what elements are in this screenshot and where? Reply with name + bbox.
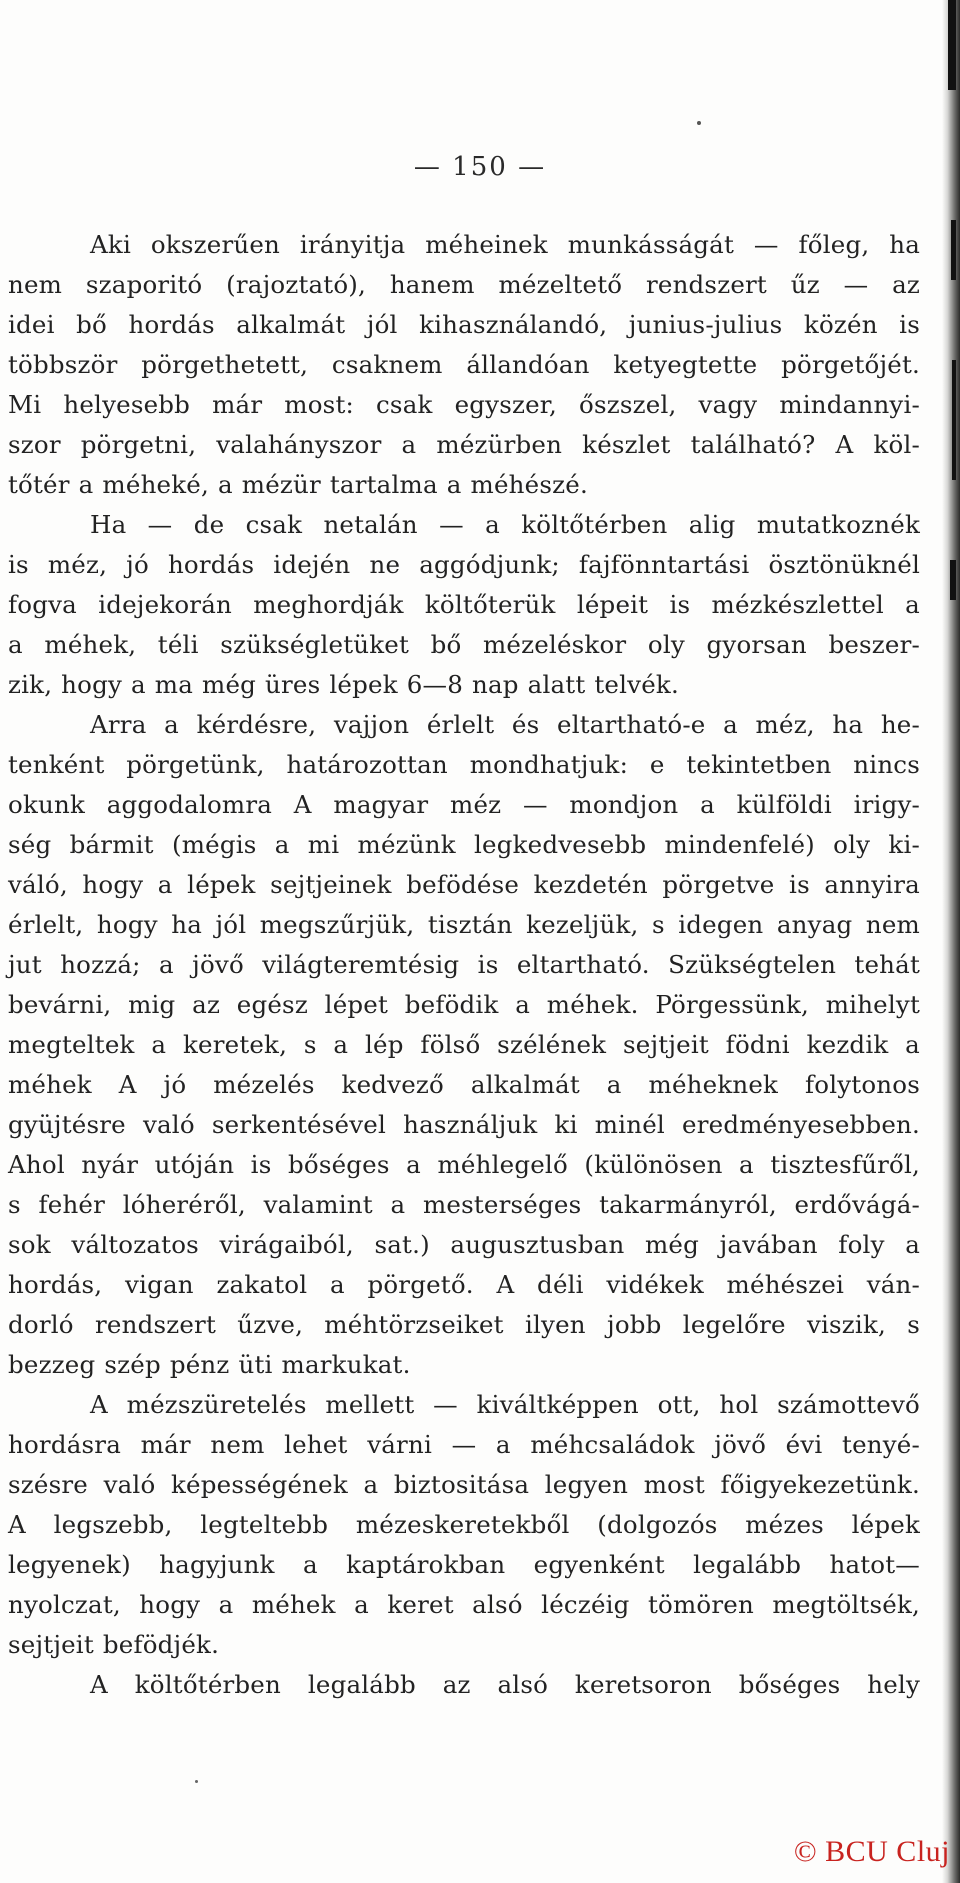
text-line: tenként pörgetünk, határozottan mondhatjuk: e tekintetben nincs: [8, 750, 920, 779]
text-line: fogva idejekorán meghordják költőterük lépeit is mézkészlettel a: [8, 590, 920, 619]
library-watermark: © BCU Cluj: [793, 1835, 950, 1868]
text-line: dorló rendszert űzve, méhtörzseiket ilyen jobb legelőre viszik, s: [8, 1310, 920, 1339]
text-line: A mézszüretelés mellett — kiváltképpen ott, hol számottevő: [90, 1390, 920, 1419]
speck: [195, 1780, 198, 1783]
text-line: méhek A jó mézelés kedvező alkalmát a méheknek folytonos: [8, 1070, 920, 1099]
text-line: a méhek, téli szükségletüket bő mézeléskor oly gyorsan beszer-: [8, 630, 920, 659]
edge-mark: [950, 560, 956, 600]
text-line: idei bő hordás alkalmát jól kihasználandó, junius-julius közén is: [8, 310, 920, 339]
text-line: jut hozzá; a jövő világteremtésig is eltartható. Szükségtelen tehát: [8, 950, 920, 979]
text-line: Aki okszerűen irányitja méheinek munkásságát — főleg, ha: [90, 230, 920, 259]
text-line: A költőtérben legalább az alsó keretsoron bőséges hely: [90, 1670, 920, 1699]
text-line: megteltek a keretek, s a lép fölső szélének sejtjeit födni kezdik a: [8, 1030, 920, 1059]
text-line: okunk aggodalomra A magyar méz — mondjon a külföldi irigy-: [8, 790, 920, 819]
text-line: Ahol nyár utóján is bőséges a méhlegelő (különösen a tisztesfűről,: [8, 1150, 920, 1179]
text-line: bezzeg szép pénz üti markukat.: [8, 1350, 411, 1379]
edge-mark: [951, 220, 956, 280]
text-line: szésre való képességének a biztositása legyen most főigyekezetünk.: [8, 1470, 920, 1499]
text-line: bevárni, mig az egész lépet befödik a méhek. Pörgessünk, mihelyt: [8, 990, 920, 1019]
text-line: is méz, jó hordás idején ne aggódjunk; fajfönntartási ösztönüknél: [8, 550, 920, 579]
text-line: hordás, vigan zakatol a pörgető. A déli vidékek méhészei ván-: [8, 1270, 920, 1299]
text-line: nem szaporitó (rajoztató), hanem mézeltető rendszert űz — az: [8, 270, 920, 299]
text-line: sok változatos virágaiból, sat.) augusztusban még javában foly a: [8, 1230, 920, 1259]
text-line: legyenek) hagyjunk a kaptárokban egyenként legalább hatot—: [8, 1550, 920, 1579]
text-line: többször pörgethetett, csaknem állandóan ketyegtette pörgetőjét.: [8, 350, 920, 379]
edge-mark: [948, 0, 956, 90]
text-line: Mi helyesebb már most: csak egyszer, őszszel, vagy mindannyi-: [8, 390, 920, 419]
binding-edge: [942, 0, 960, 1883]
edge-mark: [952, 360, 956, 480]
text-line: szor pörgetni, valahányszor a mézürben készlet található? A köl-: [8, 430, 920, 459]
page-number: — 150 —: [413, 152, 547, 182]
text-line: A legszebb, legteltebb mézeskeretekből (dolgozós mézes lépek: [8, 1510, 920, 1539]
text-line: Ha — de csak netalán — a költőtérben alig mutatkoznék: [90, 510, 920, 539]
text-line: hordásra már nem lehet várni — a méhcsaládok jövő évi tenyé-: [8, 1430, 920, 1459]
speck: [697, 121, 701, 125]
text-line: érlelt, hogy ha jól megszűrjük, tisztán kezeljük, s idegen anyag nem: [8, 910, 920, 939]
text-line: ség bármit (mégis a mi mézünk legkedvesebb mindenfelé) oly ki-: [8, 830, 920, 859]
text-line: nyolczat, hogy a méhek a keret alsó léczéig tömören megtöltsék,: [8, 1590, 920, 1619]
text-line: váló, hogy a lépek sejtjeinek befödése kezdetén pörgetve is annyira: [8, 870, 920, 899]
text-line: zik, hogy a ma még üres lépek 6—8 nap alatt telvék.: [8, 670, 679, 699]
body-text: [8, 225, 920, 1705]
text-line: s fehér lóheréről, valamint a mesterséges takarmányról, erdővágá-: [8, 1190, 920, 1219]
text-line: tőtér a méheké, a mézür tartalma a méhészé.: [8, 470, 588, 499]
text-line: gyüjtésre való serkentésével használjuk ki minél eredményesebben.: [8, 1110, 920, 1139]
text-line: sejtjeit befödjék.: [8, 1630, 220, 1659]
text-line: Arra a kérdésre, vajjon érlelt és eltartható-e a méz, ha he-: [90, 710, 920, 739]
